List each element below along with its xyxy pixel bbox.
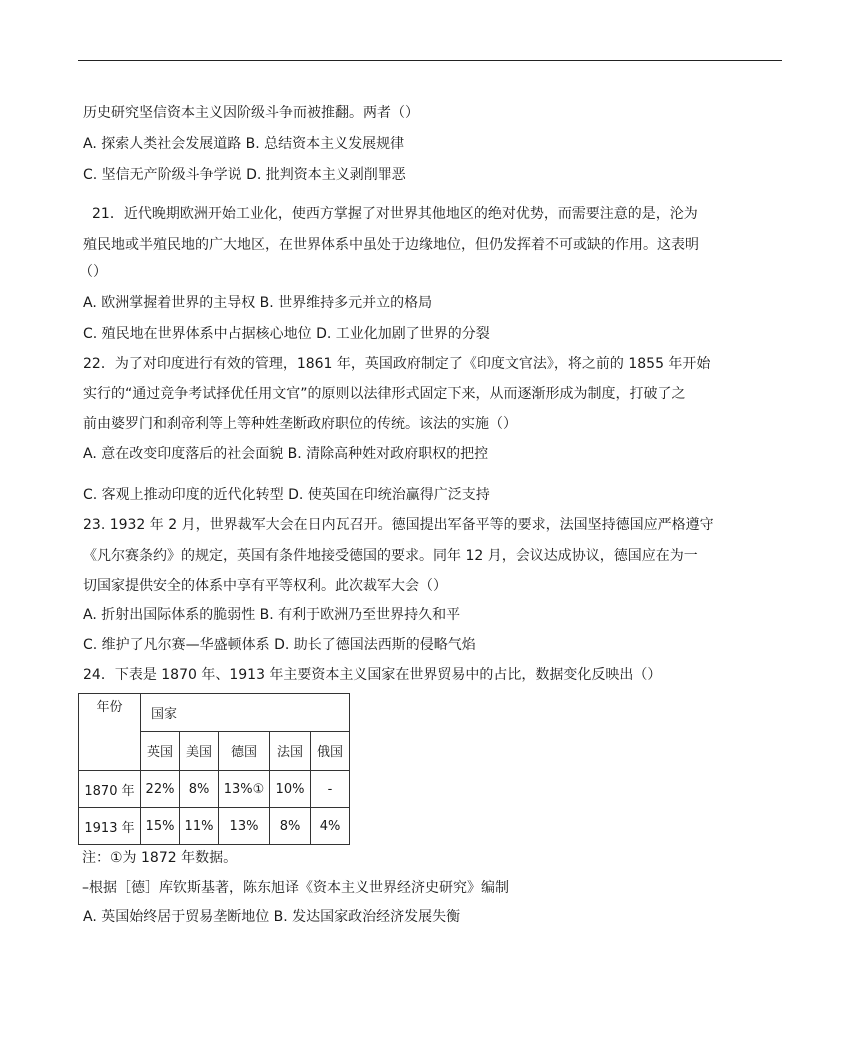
option-line: C. 维护了凡尔赛—华盛顿体系 D. 助长了德国法西斯的侵略气焰	[83, 637, 476, 653]
table-cell: 15%	[141, 808, 180, 845]
question-21-text: （）	[79, 264, 107, 280]
table-note: 注：①为 1872 年数据。	[82, 850, 238, 866]
option-line: A. 英国始终居于贸易垄断地位 B. 发达国家政治经济发展失衡	[83, 909, 461, 925]
table-cell: 8%	[180, 771, 219, 808]
option-line: C. 殖民地在世界体系中占据核心地位 D. 工业化加剧了世界的分裂	[83, 326, 490, 342]
country-cell: 德国	[219, 731, 270, 770]
table-cell: 13%①	[219, 771, 270, 808]
table-cell: 22%	[141, 771, 180, 808]
country-cell: 英国	[141, 731, 180, 770]
table-cell: 8%	[270, 808, 311, 845]
option-line: A. 探索人类社会发展道路 B. 总结资本主义发展规律	[83, 136, 405, 152]
country-cell: 法国	[270, 731, 311, 770]
option-line: A. 折射出国际体系的脆弱性 B. 有利于欧洲乃至世界持久和平	[83, 607, 461, 623]
country-cell: 美国	[180, 731, 219, 770]
question-22-text: 22．为了对印度进行有效的管理，1861 年，英国政府制定了《印度文官法》，将之前的 1855 年开始	[83, 356, 711, 372]
question-23-text: 切国家提供安全的体系中享有平等权利。此次裁军大会（）	[83, 578, 447, 594]
country-cell: 俄国	[311, 731, 350, 770]
table-cell: 10%	[270, 771, 311, 808]
header-rule	[78, 60, 782, 61]
table-cell: 4%	[311, 808, 350, 845]
table-cell: 11%	[180, 808, 219, 845]
question-23-text: 《凡尔赛条约》的规定，英国有条件地接受德国的要求。同年 12 月，会议达成协议，德国应在为一	[83, 548, 698, 564]
year-cell: 1870 年	[79, 771, 141, 808]
question-24-text: 24．下表是 1870 年、1913 年主要资本主义国家在世界贸易中的占比，数据变化反映出（）	[83, 667, 662, 683]
option-line: C. 坚信无产阶级斗争学说 D. 批判资本主义剥削罪恶	[83, 167, 406, 183]
question-22-text: 前由婆罗门和刹帝利等上等种姓垄断政府职位的传统。该法的实施（）	[83, 416, 517, 432]
table-cell: 13%	[219, 808, 270, 845]
year-cell: 1913 年	[79, 808, 141, 845]
question-23-text: 23. 1932 年 2 月，世界裁军大会在日内瓦召开。德国提出军备平等的要求，法国坚持德国应严格遵守	[83, 517, 714, 533]
option-line: C. 客观上推动印度的近代化转型 D. 使英国在印统治赢得广泛支持	[83, 487, 490, 503]
question-21-text: 殖民地或半殖民地的广大地区，在世界体系中虽处于边缘地位，但仍发挥着不可或缺的作用。这表明	[83, 237, 699, 253]
country-header-cell: 国家	[141, 694, 350, 732]
option-line: A. 意在改变印度落后的社会面貌 B. 清除高种姓对政府职权的把控	[83, 446, 489, 462]
table-cell: -	[311, 771, 350, 808]
table-source: –根据［德］库钦斯基著，陈东旭译《资本主义世界经济史研究》编制	[82, 880, 509, 896]
trade-share-table	[78, 693, 350, 845]
option-line: A. 欧洲掌握着世界的主导权 B. 世界维持多元并立的格局	[83, 295, 433, 311]
year-header-cell: 年份	[79, 694, 141, 771]
question-22-text: 实行的“通过竞争考试择优任用文官”的原则以法律形式固定下来，从而逐渐形成为制度，打破了之	[83, 386, 686, 402]
question-21-text: 21．近代晚期欧洲开始工业化，使西方掌握了对世界其他地区的绝对优势，而需要注意的是，沦为	[92, 206, 698, 222]
question-text: 历史研究坚信资本主义因阶级斗争而被推翻。两者（）	[83, 105, 419, 121]
